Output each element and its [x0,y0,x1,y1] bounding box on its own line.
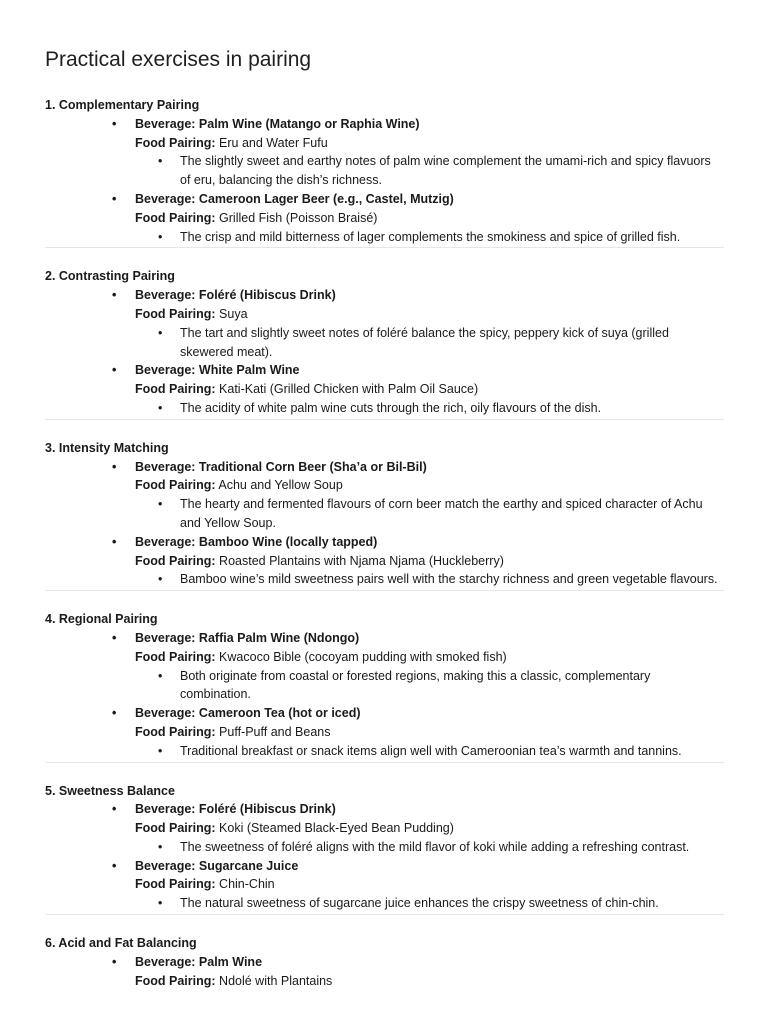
beverage-item [45,458,724,477]
food-pairing-label: Food Pairing: [135,649,216,664]
pairing-note [45,838,724,857]
section-title: 5. Sweetness Balance [45,783,175,798]
bullet-icon: • [112,191,117,206]
pairing-note [45,742,724,761]
pairing-note-text: The crisp and mild bitterness of lager complements the smokiness and spice of grilled fish. [180,229,681,244]
sections-container [45,96,723,991]
food-pairing-line [45,648,724,667]
bullet-icon: • [158,896,163,911]
pairing-note-text: The slightly sweet and earthy notes of palm wine complement the umami-rich and spicy flavuors of eru, balancing the dish’s richness. [180,154,711,188]
pairing-section [45,782,724,916]
beverage-title: Beverage: Traditional Corn Beer (Sha’a or Bil-Bil) [135,459,427,474]
bullet-icon: • [112,363,117,378]
food-pairing-value: Suya [219,306,248,321]
beverage-title: Beverage: Raffia Palm Wine (Ndongo) [135,630,360,645]
food-pairing-value: Grilled Fish (Poisson Braisé) [219,210,378,225]
pairing-note [45,570,724,589]
food-pairing-line [45,875,724,894]
bullet-icon: • [158,229,163,244]
food-pairing-line [45,305,724,324]
food-pairing-value: Ndolé with Plantains [219,973,333,988]
bullet-icon: • [112,858,117,873]
bullet-icon: • [112,954,117,969]
food-pairing-line [45,380,724,399]
bullet-icon: • [112,706,117,721]
pairing-note [45,228,724,247]
food-pairing-label: Food Pairing: [135,877,216,892]
food-pairing-value: Chin-Chin [219,877,275,892]
bullet-icon: • [112,459,117,474]
beverage-title: Beverage: White Palm Wine [135,363,300,378]
pairing-note-text: Bamboo wine’s mild sweetness pairs well with the starchy richness and green vegetable flavours. [180,572,718,587]
beverage-title: Beverage: Palm Wine [135,954,263,969]
pairing-section [45,267,724,419]
pairing-note [45,324,724,362]
pairing-note [45,667,724,705]
food-pairing-line [45,209,724,228]
bullet-icon: • [112,534,117,549]
bullet-icon: • [112,288,117,303]
bullet-icon: • [158,668,163,683]
food-pairing-value: Achu and Yellow Soup [218,478,343,493]
beverage-title: Beverage: Foléré (Hibiscus Drink) [135,288,336,303]
food-pairing-line [45,552,724,571]
pairing-section [45,610,724,762]
food-pairing-label: Food Pairing: [135,724,216,739]
beverage-item [45,629,724,648]
food-pairing-value: Roasted Plantains with Njama Njama (Huckleberry) [219,553,504,568]
food-pairing-label: Food Pairing: [135,135,216,150]
pairing-note [45,152,724,190]
food-pairing-line [45,819,724,838]
bullet-icon: • [158,154,163,169]
food-pairing-value: Eru and Water Fufu [219,135,328,150]
pairing-section [45,439,724,591]
food-pairing-line [45,134,724,153]
beverage-title: Beverage: Palm Wine (Matango or Raphia Wine) [135,116,420,131]
section-title: 4. Regional Pairing [45,612,158,627]
bullet-icon: • [158,497,163,512]
food-pairing-label: Food Pairing: [135,382,216,397]
section-title: 6. Acid and Fat Balancing [45,936,197,951]
section-title: 1. Complementary Pairing [45,98,200,112]
pairing-note-text: The tart and slightly sweet notes of foléré balance the spicy, peppery kick of suya (grilled skewered meat). [180,325,669,359]
beverage-item [45,286,724,305]
pairing-note-text: The acidity of white palm wine cuts through the rich, oily flavours of the dish. [180,400,602,415]
section-title: 3. Intensity Matching [45,440,169,455]
pairing-note [45,399,724,418]
pairing-section [45,934,724,991]
pairing-note [45,495,724,533]
pairing-note [45,894,724,913]
bullet-icon: • [158,572,163,587]
beverage-item [45,115,724,134]
food-pairing-label: Food Pairing: [135,478,216,493]
pairing-note-text: The hearty and fermented flavours of corn beer match the earthy and spiced character of Achu and Yellow Soup. [180,497,703,530]
beverage-title: Beverage: Foléré (Hibiscus Drink) [135,802,336,817]
bullet-icon: • [158,839,163,854]
pairing-note-text: Traditional breakfast or snack items align well with Cameroonian tea’s warmth and tannins. [180,743,682,758]
bullet-icon: • [158,325,163,340]
pairing-note-text: The sweetness of foléré aligns with the mild flavor of koki while adding a refreshing contrast. [180,839,690,854]
beverage-title: Beverage: Cameroon Tea (hot or iced) [135,706,361,721]
beverage-item [45,857,724,876]
pairing-section [45,96,724,248]
beverage-item [45,361,724,380]
page-title: Practical exercises in pairing [45,48,312,71]
beverage-item [45,953,724,972]
bullet-icon: • [112,630,117,645]
food-pairing-label: Food Pairing: [135,973,216,988]
food-pairing-value: Kwacoco Bible (cocoyam pudding with smoked fish) [219,649,507,664]
food-pairing-value: Kati-Kati (Grilled Chicken with Palm Oil Sauce) [219,382,479,397]
pairing-note-text: Both originate from coastal or forested regions, making this a classic, complementary combination. [180,668,651,702]
beverage-title: Beverage: Bamboo Wine (locally tapped) [135,534,378,549]
beverage-item [45,190,724,209]
bullet-icon: • [112,802,117,817]
beverage-item [45,704,724,723]
food-pairing-value: Koki (Steamed Black-Eyed Bean Pudding) [219,821,454,836]
food-pairing-label: Food Pairing: [135,821,216,836]
food-pairing-line [45,972,724,991]
beverage-item [45,533,724,552]
food-pairing-value: Puff-Puff and Beans [219,724,331,739]
food-pairing-line [45,476,724,495]
beverage-title: Beverage: Sugarcane Juice [135,858,299,873]
food-pairing-label: Food Pairing: [135,306,216,321]
food-pairing-label: Food Pairing: [135,553,216,568]
bullet-icon: • [112,116,117,131]
section-title: 2. Contrasting Pairing [45,269,175,284]
pairing-note-text: The natural sweetness of sugarcane juice enhances the crispy sweetness of chin-chin. [180,896,659,911]
bullet-icon: • [158,400,163,415]
bullet-icon: • [158,743,163,758]
food-pairing-label: Food Pairing: [135,210,216,225]
beverage-title: Beverage: Cameroon Lager Beer (e.g., Castel, Mutzig) [135,191,454,206]
beverage-item [45,800,724,819]
food-pairing-line [45,723,724,742]
